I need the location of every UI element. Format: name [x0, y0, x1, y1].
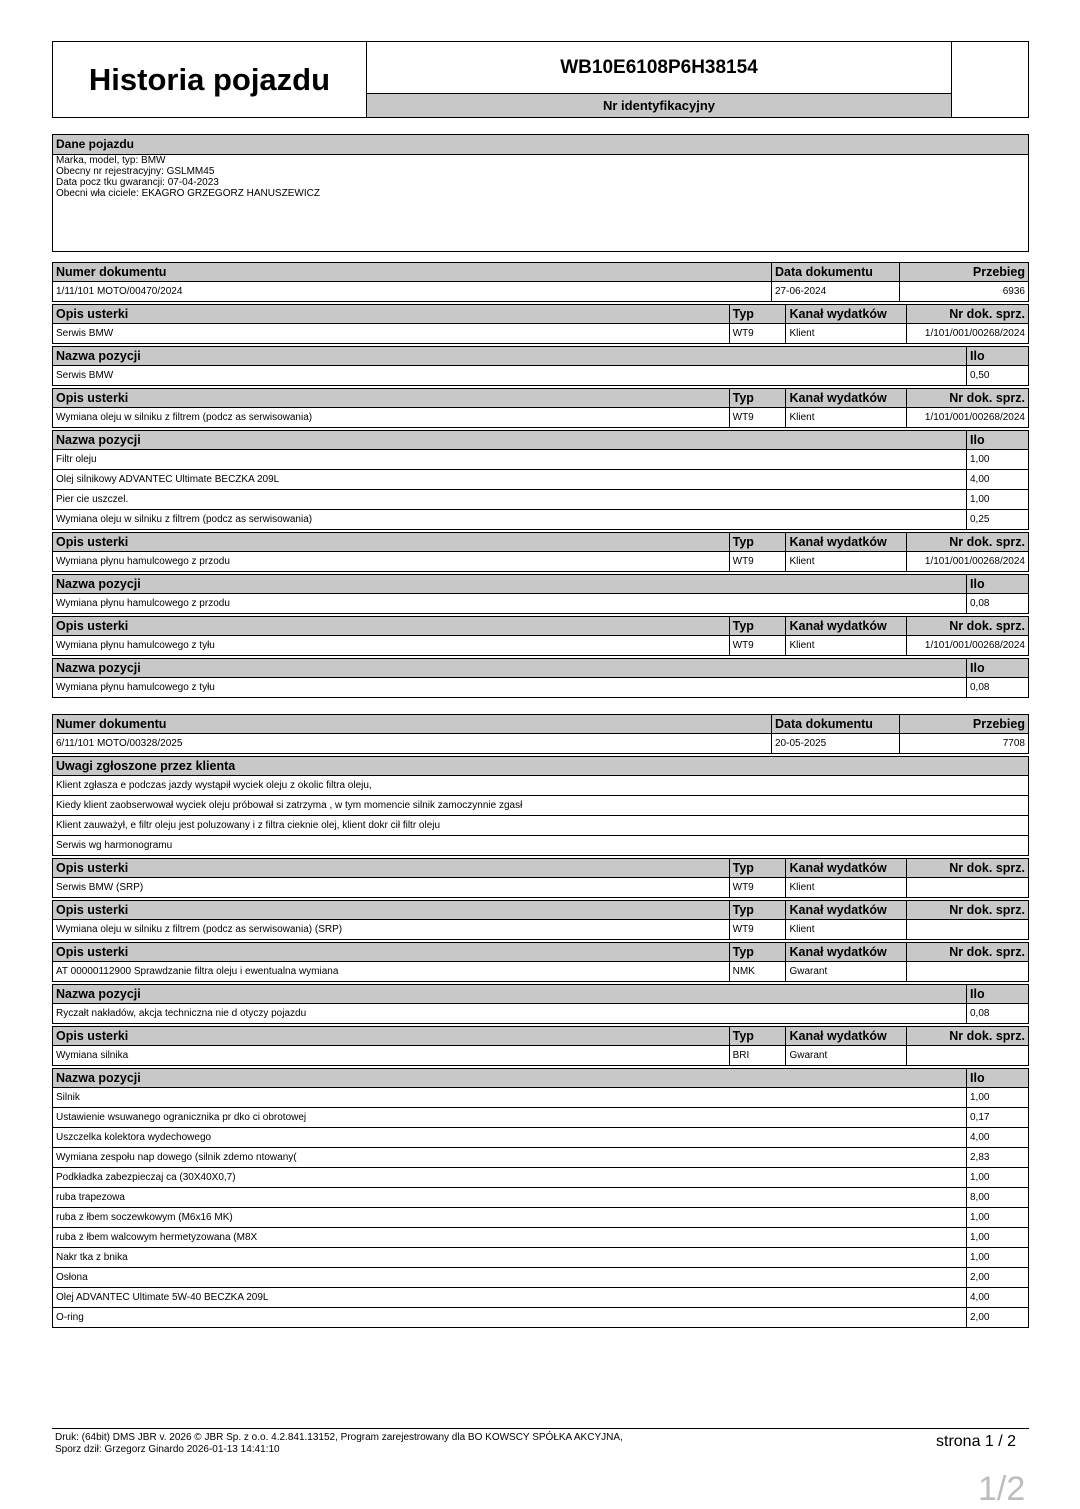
col-qty: Ilo [970, 349, 985, 363]
item-name: Serwis BMW [53, 366, 967, 385]
item-qty: 4,00 [970, 1132, 990, 1143]
item-qty: 1,00 [970, 454, 990, 465]
col-fault: Opis usterki [53, 1027, 730, 1045]
fault-row [52, 920, 1029, 940]
fault-channel: Klient [786, 324, 907, 343]
remarks-header-row [52, 756, 1029, 776]
item-qty: 4,00 [970, 1292, 990, 1303]
col-type: Typ [730, 389, 787, 407]
col-sale-doc: Nr dok. sprz. [949, 535, 1025, 549]
col-qty: Ilo [970, 1071, 985, 1085]
col-type: Typ [730, 1027, 787, 1045]
col-sale-doc: Nr dok. sprz. [949, 1029, 1025, 1043]
item-qty: 4,00 [970, 474, 990, 485]
item-header-row [52, 574, 1029, 594]
item-qty: 0,08 [970, 1008, 990, 1019]
col-fault: Opis usterki [53, 901, 730, 919]
col-doc-date: Data dokumentu [772, 263, 900, 281]
item-name: Nakr tka z bnika [53, 1248, 967, 1267]
page-indicator: strona 1 / 2 [936, 1433, 1017, 1450]
item-row [52, 1128, 1029, 1148]
fault-desc: AT 00000112900 Sprawdzanie filtra oleju i ewentualna wymiana [53, 962, 730, 981]
page-title: Historia pojazdu [53, 42, 367, 117]
item-name: Ustawienie wsuwanego ogranicznika pr dko ci obrotowej [53, 1108, 967, 1127]
item-qty: 0,08 [970, 682, 990, 693]
item-row [52, 594, 1029, 614]
col-qty: Ilo [970, 661, 985, 675]
item-name: Filtr oleju [53, 450, 967, 469]
fault-row [52, 878, 1029, 898]
col-channel: Kanał wydatków [786, 389, 907, 407]
remark-row [52, 836, 1029, 856]
fault-row [52, 636, 1029, 656]
fault-desc: Wymiana płynu hamulcowego z tyłu [53, 636, 730, 655]
col-type: Typ [730, 901, 787, 919]
fault-type: BRI [730, 1046, 787, 1065]
col-channel: Kanał wydatków [786, 901, 907, 919]
col-sale-doc: Nr dok. sprz. [949, 861, 1025, 875]
item-name: ruba z łbem soczewkowym (M6x16 MK) [53, 1208, 967, 1227]
fault-type: WT9 [730, 408, 787, 427]
fault-type: WT9 [730, 324, 787, 343]
document-header-row [52, 714, 1029, 734]
col-type: Typ [730, 533, 787, 551]
document-row [52, 282, 1029, 302]
item-row [52, 1004, 1029, 1024]
item-name: Osłona [53, 1268, 967, 1287]
col-doc-number: Numer dokumentu [53, 263, 772, 281]
fault-header-row [52, 942, 1029, 962]
item-name: Olej ADVANTEC Ultimate 5W-40 BECZKA 209L [53, 1288, 967, 1307]
col-type: Typ [730, 617, 787, 635]
vin-label: Nr identyfikacyjny [367, 94, 952, 117]
item-row [52, 1168, 1029, 1188]
col-item: Nazwa pozycji [53, 431, 967, 449]
item-row [52, 1148, 1029, 1168]
vehicle-heading: Dane pojazdu [53, 135, 1028, 155]
fault-sale-doc [907, 1046, 1028, 1065]
vin-value: WB10E6108P6H38154 [367, 42, 952, 94]
col-fault: Opis usterki [53, 389, 730, 407]
fault-type: NMK [730, 962, 787, 981]
item-row [52, 366, 1029, 386]
col-item: Nazwa pozycji [53, 347, 967, 365]
fault-channel: Gwarant [786, 1046, 907, 1065]
item-qty: 1,00 [970, 1212, 990, 1223]
fault-desc: Serwis BMW (SRP) [53, 878, 730, 897]
col-item: Nazwa pozycji [53, 1069, 967, 1087]
item-row [52, 450, 1029, 470]
item-qty: 1,00 [970, 494, 990, 505]
fault-header-row [52, 616, 1029, 636]
page-counter-large: 1/2 [978, 1470, 1026, 1508]
fault-type: WT9 [730, 878, 787, 897]
document-row [52, 734, 1029, 754]
col-item: Nazwa pozycji [53, 985, 967, 1003]
footer-line: Sporz dził: Grzegorz Ginardo 2026-01-13 14:41:10 [55, 1444, 280, 1455]
fault-sale-doc: 1/101/001/00268/2024 [924, 640, 1025, 651]
fault-row [52, 962, 1029, 982]
col-channel: Kanał wydatków [786, 1027, 907, 1045]
col-sale-doc: Nr dok. sprz. [949, 945, 1025, 959]
item-row [52, 1108, 1029, 1128]
item-row [52, 1268, 1029, 1288]
item-qty: 2,00 [970, 1272, 990, 1283]
fault-channel: Klient [786, 552, 907, 571]
remark-row [52, 776, 1029, 796]
item-qty: 1,00 [970, 1232, 990, 1243]
item-qty: 2,00 [970, 1312, 990, 1323]
doc-number: 1/11/101 MOTO/00470/2024 [53, 282, 772, 301]
fault-header-row [52, 858, 1029, 878]
fault-desc: Wymiana oleju w silniku z filtrem (podcz as serwisowania) [53, 408, 730, 427]
item-row [52, 1188, 1029, 1208]
col-sale-doc: Nr dok. sprz. [949, 307, 1025, 321]
col-qty: Ilo [970, 433, 985, 447]
item-name: Olej silnikowy ADVANTEC Ultimate BECZKA 209L [53, 470, 967, 489]
item-row [52, 1088, 1029, 1108]
vehicle-data-box [52, 134, 1029, 252]
item-qty: 0,50 [970, 370, 990, 381]
col-doc-date: Data dokumentu [772, 715, 900, 733]
vehicle-line: Data pocz tku gwarancji: 07-04-2023 [56, 177, 219, 188]
fault-type: WT9 [730, 552, 787, 571]
fault-desc: Wymiana płynu hamulcowego z przodu [53, 552, 730, 571]
fault-channel: Klient [786, 408, 907, 427]
fault-row [52, 408, 1029, 428]
col-qty: Ilo [970, 577, 985, 591]
col-sale-doc: Nr dok. sprz. [949, 391, 1025, 405]
item-name: ruba trapezowa [53, 1188, 967, 1207]
col-channel: Kanał wydatków [786, 859, 907, 877]
item-name: ruba z łbem walcowym hermetyzowana (M8X [53, 1228, 967, 1247]
footer-text [55, 1432, 623, 1456]
col-fault: Opis usterki [53, 305, 730, 323]
col-sale-doc: Nr dok. sprz. [949, 619, 1025, 633]
fault-type: WT9 [730, 920, 787, 939]
col-fault: Opis usterki [53, 617, 730, 635]
vehicle-line: Obecny nr rejestracyjny: GSLMM45 [56, 166, 215, 177]
item-header-row [52, 984, 1029, 1004]
item-name: Wymiana zespołu nap dowego (silnik zdemo ntowany( [53, 1148, 967, 1167]
fault-desc: Wymiana oleju w silniku z filtrem (podcz as serwisowania) (SRP) [53, 920, 730, 939]
remark-row [52, 816, 1029, 836]
footer-divider [52, 1428, 1029, 1429]
fault-channel: Klient [786, 878, 907, 897]
item-qty: 0,17 [970, 1112, 990, 1123]
fault-header-row [52, 900, 1029, 920]
item-name: Wymiana oleju w silniku z filtrem (podcz as serwisowania) [53, 510, 967, 529]
fault-channel: Klient [786, 636, 907, 655]
item-qty: 8,00 [970, 1192, 990, 1203]
col-qty: Ilo [970, 987, 985, 1001]
item-name: O-ring [53, 1308, 967, 1327]
col-fault: Opis usterki [53, 533, 730, 551]
col-fault: Opis usterki [53, 859, 730, 877]
doc-mileage: 6936 [1002, 286, 1025, 297]
fault-header-row [52, 1026, 1029, 1046]
remark-text: Klient zauważył, e filtr oleju jest poluzowany i z filtra cieknie olej, klient dokr cił filtr oleju [56, 820, 441, 831]
item-row [52, 1228, 1029, 1248]
document-header-row [52, 262, 1029, 282]
fault-row [52, 552, 1029, 572]
col-channel: Kanał wydatków [786, 943, 907, 961]
vehicle-line: Obecni wła ciciele: EKAGRO GRZEGORZ HANUSZEWICZ [56, 188, 320, 199]
item-header-row [52, 346, 1029, 366]
col-mileage: Przebieg [972, 717, 1025, 731]
item-row [52, 1288, 1029, 1308]
item-name: Uszczelka kolektora wydechowego [53, 1128, 967, 1147]
fault-header-row [52, 304, 1029, 324]
remark-text: Klient zgłasza e podczas jazdy wystąpił wyciek oleju z okolic filtra oleju, [56, 780, 372, 791]
item-header-row [52, 658, 1029, 678]
service-history-tables [52, 262, 1029, 1328]
col-channel: Kanał wydatków [786, 617, 907, 635]
item-qty: 2,83 [970, 1152, 990, 1163]
item-row [52, 678, 1029, 698]
fault-sale-doc: 1/101/001/00268/2024 [924, 556, 1025, 567]
col-item: Nazwa pozycji [53, 659, 967, 677]
remark-text: Kiedy klient zaobserwował wyciek oleju próbował si zatrzyma , w tym momencie silnik zamoczynnie zgasł [56, 800, 523, 811]
col-channel: Kanał wydatków [786, 305, 907, 323]
col-type: Typ [730, 943, 787, 961]
item-qty: 1,00 [970, 1092, 990, 1103]
fault-row [52, 1046, 1029, 1066]
col-item: Nazwa pozycji [53, 575, 967, 593]
item-name: Ryczałt nakładów, akcja techniczna nie d otyczy pojazdu [53, 1004, 967, 1023]
item-name: Silnik [53, 1088, 967, 1107]
doc-date: 27-06-2024 [772, 282, 900, 301]
fault-channel: Klient [786, 920, 907, 939]
fault-type: WT9 [730, 636, 787, 655]
fault-sale-doc: 1/101/001/00268/2024 [924, 412, 1025, 423]
doc-number: 6/11/101 MOTO/00328/2025 [53, 734, 772, 753]
item-name: Pier cie uszczel. [53, 490, 967, 509]
item-name: Wymiana płynu hamulcowego z przodu [53, 594, 967, 613]
item-row [52, 1208, 1029, 1228]
item-row [52, 1308, 1029, 1328]
remark-row [52, 796, 1029, 816]
col-remarks: Uwagi zgłoszone przez klienta [56, 759, 236, 773]
col-doc-number: Numer dokumentu [53, 715, 772, 733]
fault-channel: Gwarant [786, 962, 907, 981]
doc-date: 20-05-2025 [772, 734, 900, 753]
col-type: Typ [730, 859, 787, 877]
fault-sale-doc: 1/101/001/00268/2024 [924, 328, 1025, 339]
item-row [52, 490, 1029, 510]
footer-line: Druk: (64bit) DMS JBR v. 2026 © JBR Sp. z o.o. 4.2.841.13152, Program zarejestrowany dla BO KOWSCY SPÓŁKA AKCYJNA, [55, 1432, 623, 1443]
item-name: Podkładka zabezpieczaj ca (30X40X0,7) [53, 1168, 967, 1187]
col-fault: Opis usterki [53, 943, 730, 961]
fault-desc: Serwis BMW [53, 324, 730, 343]
item-header-row [52, 430, 1029, 450]
item-qty: 1,00 [970, 1172, 990, 1183]
fault-desc: Wymiana silnika [53, 1046, 730, 1065]
vehicle-line: Marka, model, typ: BMW [56, 155, 166, 166]
item-header-row [52, 1068, 1029, 1088]
col-mileage: Przebieg [972, 265, 1025, 279]
fault-header-row [52, 532, 1029, 552]
item-qty: 1,00 [970, 1252, 990, 1263]
fault-header-row [52, 388, 1029, 408]
fault-row [52, 324, 1029, 344]
fault-sale-doc [907, 962, 1028, 981]
document-header [52, 41, 1029, 118]
item-row [52, 510, 1029, 530]
item-qty: 0,08 [970, 598, 990, 609]
col-channel: Kanał wydatków [786, 533, 907, 551]
item-row [52, 470, 1029, 490]
remark-text: Serwis wg harmonogramu [56, 840, 173, 851]
col-type: Typ [730, 305, 787, 323]
fault-sale-doc [907, 920, 1028, 939]
item-row [52, 1248, 1029, 1268]
doc-mileage: 7708 [1002, 738, 1025, 749]
item-qty: 0,25 [970, 514, 990, 525]
fault-sale-doc [907, 878, 1028, 897]
col-sale-doc: Nr dok. sprz. [949, 903, 1025, 917]
item-name: Wymiana płynu hamulcowego z tyłu [53, 678, 967, 697]
